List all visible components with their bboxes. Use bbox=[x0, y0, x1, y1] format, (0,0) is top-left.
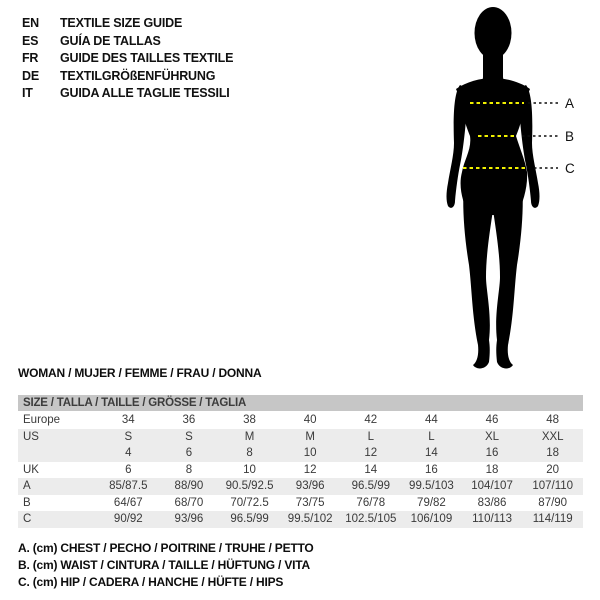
language-title: GUIDE DES TAILLES TEXTILE bbox=[60, 51, 234, 65]
table-cell: 20 bbox=[546, 463, 560, 476]
language-title: TEXTILE SIZE GUIDE bbox=[60, 16, 183, 30]
language-row bbox=[22, 15, 233, 33]
table-cell: 88/90 bbox=[174, 480, 204, 492]
measure-label-a: A bbox=[565, 96, 575, 111]
measure-label-b: B bbox=[565, 129, 575, 144]
table-row bbox=[18, 445, 583, 462]
table-cell: S bbox=[124, 430, 133, 443]
size-table bbox=[18, 395, 583, 528]
table-cell: 34 bbox=[121, 414, 135, 426]
table-row bbox=[18, 429, 583, 446]
table-row-label bbox=[18, 445, 98, 462]
table-cell: 106/109 bbox=[410, 513, 453, 525]
language-code: ES bbox=[22, 33, 39, 48]
table-cell: 18 bbox=[546, 447, 560, 459]
table-cell: 73/75 bbox=[295, 496, 325, 509]
table-cell: 96.5/99 bbox=[351, 480, 390, 492]
table-cell: 68/70 bbox=[174, 496, 204, 509]
language-code: IT bbox=[22, 86, 33, 100]
table-cell: 16 bbox=[485, 447, 499, 459]
table-cell: XXL bbox=[541, 430, 564, 443]
table-row bbox=[18, 495, 583, 512]
language-row bbox=[22, 85, 233, 103]
table-cell: 83/86 bbox=[477, 496, 507, 509]
measure-label-c: C bbox=[565, 161, 575, 176]
table-cell: 107/110 bbox=[532, 480, 574, 492]
table-row-label: A bbox=[23, 480, 31, 492]
measurement-legend bbox=[18, 540, 314, 591]
table-cell: 12 bbox=[364, 447, 378, 459]
table-cell: 79/82 bbox=[417, 496, 446, 509]
section-title: WOMAN / MUJER / FEMME / FRAU / DONNA bbox=[18, 366, 262, 380]
table-row-label: Europe bbox=[23, 414, 61, 426]
table-cell: 76/78 bbox=[356, 496, 386, 509]
table-cell: 40 bbox=[303, 414, 317, 426]
table-cell: 87/90 bbox=[538, 496, 568, 509]
table-cell: 110/113 bbox=[472, 513, 512, 525]
table-cell: 4 bbox=[125, 447, 132, 459]
language-code: FR bbox=[22, 51, 39, 65]
size-table-header: SIZE / TALLA / TAILLE / GRÖSSE / TAGLIA bbox=[18, 395, 583, 411]
table-cell: L bbox=[428, 430, 435, 443]
table-cell: 16 bbox=[425, 463, 438, 476]
legend-waist: B. (cm) WAIST / CINTURA / TAILLE / HÜFTUNG / VITA bbox=[18, 558, 310, 572]
size-table-body bbox=[18, 412, 583, 528]
table-cell: 44 bbox=[425, 414, 438, 426]
table-cell: 36 bbox=[182, 414, 196, 426]
language-title: GUIDA ALLE TAGLIE TESSILI bbox=[60, 86, 230, 100]
table-cell: 64/67 bbox=[113, 496, 143, 509]
table-cell: 114/119 bbox=[532, 513, 573, 525]
table-cell: 12 bbox=[303, 463, 317, 476]
language-title: TEXTILGRÖßENFÜHRUNG bbox=[60, 68, 216, 83]
table-cell: 102.5/105 bbox=[345, 513, 397, 525]
table-cell: 96.5/99 bbox=[230, 513, 269, 525]
table-cell: 6 bbox=[185, 447, 193, 459]
table-cell: 46 bbox=[485, 414, 499, 426]
table-row-label: UK bbox=[23, 463, 39, 476]
table-cell: 90.5/92.5 bbox=[225, 480, 274, 492]
table-cell: 14 bbox=[364, 463, 378, 476]
woman-silhouette bbox=[447, 7, 540, 368]
table-cell: 99.5/102 bbox=[287, 513, 333, 525]
table-cell: XL bbox=[485, 430, 500, 443]
table-row bbox=[18, 511, 583, 528]
table-cell: 14 bbox=[425, 447, 438, 459]
language-row bbox=[22, 68, 233, 86]
table-cell: 18 bbox=[485, 463, 499, 476]
language-code: DE bbox=[22, 68, 39, 83]
language-code: EN bbox=[22, 16, 39, 30]
table-cell: 93/96 bbox=[295, 480, 325, 492]
table-cell: 42 bbox=[364, 414, 378, 426]
table-cell: 85/87.5 bbox=[109, 480, 148, 492]
legend-chest: A. (cm) CHEST / PECHO / POITRINE / TRUHE / PETTO bbox=[18, 541, 314, 555]
table-cell: S bbox=[185, 430, 193, 443]
legend-hip: C. (cm) HIP / CADERA / HANCHE / HÜFTE / HIPS bbox=[18, 575, 284, 589]
table-cell: 6 bbox=[125, 463, 132, 476]
table-cell: M bbox=[305, 430, 315, 443]
table-cell: 8 bbox=[185, 463, 193, 476]
language-title-list bbox=[22, 15, 233, 103]
table-row bbox=[18, 412, 583, 429]
table-cell: 38 bbox=[243, 414, 256, 426]
table-cell: 99.5/103 bbox=[409, 480, 454, 492]
woman-silhouette-figure bbox=[420, 5, 600, 375]
table-cell: 90/92 bbox=[113, 513, 143, 525]
language-row bbox=[22, 50, 233, 68]
table-cell: 10 bbox=[243, 463, 256, 476]
table-row-label: C bbox=[23, 513, 32, 525]
table-cell: 93/96 bbox=[174, 513, 204, 525]
language-row bbox=[22, 33, 233, 51]
table-cell: 70/72.5 bbox=[230, 496, 269, 509]
table-row-label: B bbox=[23, 496, 31, 509]
table-cell: M bbox=[244, 430, 255, 443]
table-cell: 104/107 bbox=[471, 480, 513, 492]
table-cell: 48 bbox=[546, 414, 560, 426]
table-row-label: US bbox=[23, 430, 39, 443]
table-cell: 8 bbox=[246, 447, 253, 459]
language-title: GUÍA DE TALLAS bbox=[60, 33, 161, 48]
table-cell: 10 bbox=[303, 447, 317, 459]
table-row bbox=[18, 478, 583, 495]
table-row bbox=[18, 462, 583, 479]
table-cell: L bbox=[367, 430, 375, 443]
